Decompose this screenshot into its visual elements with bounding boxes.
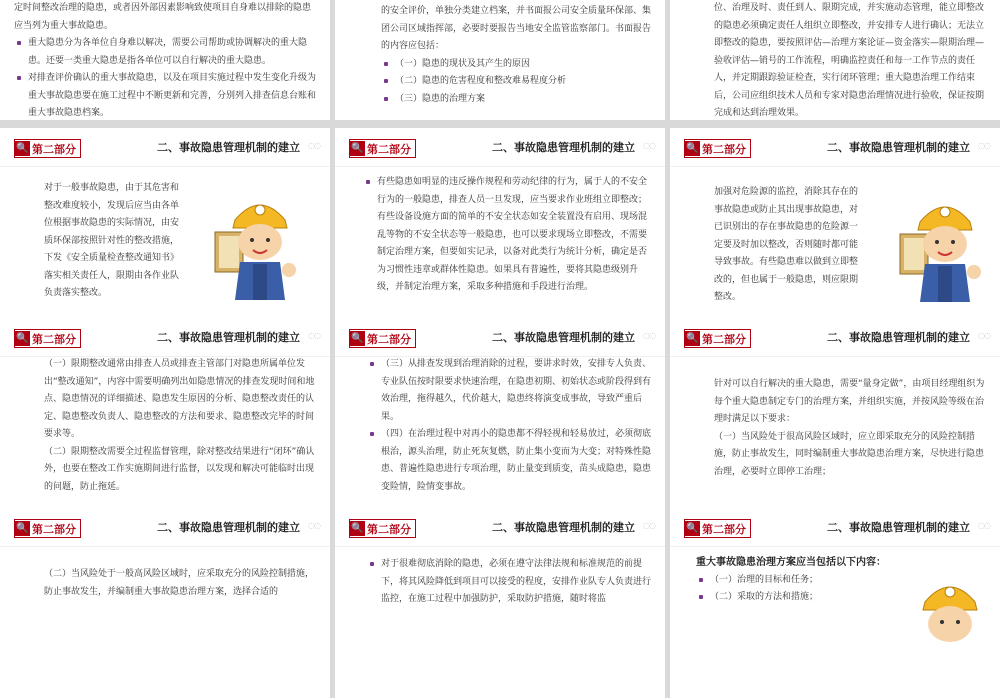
slide-r3c1[interactable] <box>0 318 330 508</box>
bullet-item: （四）在治理过程中对再小的隐患都不得轻视和轻易放过，必须彻底根治，源头治理，防止死灰复燃，防止集小变而为大变；对特殊性隐患、普遍性隐患进行专项治理，防止量变到质变，苗头成隐患，隐患变险情，险情变事故。 <box>367 426 653 496</box>
section-badge: 🔍 第二部分 <box>684 519 751 538</box>
search-icon: 🔍 <box>351 523 364 534</box>
search-icon: 🔍 <box>16 333 29 344</box>
bullet-item: 对排查评价确认的重大事故隐患，以及在项目实施过程中发生变化升级为重大事故隐患要在施工过程中不断更新和完善，分别列入排查信息台账和重大事故隐患档案。 <box>14 70 318 120</box>
bullet-item: 重大隐患分为各单位自身难以解决，需要公司帮助或协调解决的重大隐患。还要一类重大隐患是指各单位可以自行解决的重大隐患。 <box>14 35 318 70</box>
slide-header <box>335 128 665 167</box>
section-badge: 🔍 第二部分 <box>684 329 751 348</box>
slide-r2c2[interactable] <box>335 128 665 318</box>
slide-title: 二、事故隐患管理机制的建立 <box>157 521 300 534</box>
slide-title: 二、事故隐患管理机制的建立 <box>492 331 635 344</box>
slide-header <box>0 508 330 547</box>
slide-r4c1[interactable] <box>0 508 330 698</box>
slide-title: 二、事故隐患管理机制的建立 <box>492 141 635 154</box>
slide-header <box>670 128 1000 167</box>
decor-dots: ◌◌ <box>978 521 990 530</box>
slide-r1c1[interactable] <box>0 0 330 120</box>
section-badge: 🔍 第二部分 <box>349 519 416 538</box>
bullet-item: 有些隐患如明显的违反操作规程和劳动纪律的行为，属于人的不安全行为的一般隐患，排查人员一旦发现，应当要求作业班组立即整改；有些设备设施方面的简单的不安全状态如安全装置没有启用、现场混乱等物的不安全状态等一般隐患，也可以要求现场立即整改，不需要制定治理方案，但要如实记录，以备对此类行为统计分析，确定是否为习惯性违章或群体性隐患。如果具有普遍性，要将其隐患级别升级，并制定治理方案，采取多种措施和手段进行治理。 <box>363 174 653 297</box>
bullet-item: （三）从排查发现到治理消除的过程，要讲求时效，安排专人负责、专业队伍按时限要求快速治理，在隐患初期、初始状态或阶段得到有效治理，拖得越久，代价越大，隐患终将演变成事故，导致严重后果。 <box>367 356 653 426</box>
search-icon: 🔍 <box>351 333 364 344</box>
decor-dots: ◌◌ <box>308 141 320 150</box>
slide-r4c3[interactable] <box>670 508 1000 698</box>
decor-dots: ◌◌ <box>643 331 655 340</box>
text: （二）当风险处于一般高风险区域时，应采取充分的风险控制措施，防止事故发生，并编制重大事故隐患治理方案，选择合适的 <box>44 569 315 597</box>
slide-title: 二、事故隐患管理机制的建立 <box>827 521 970 534</box>
decor-dots: ◌◌ <box>308 521 320 530</box>
section-badge: 🔍 第二部分 <box>349 139 416 158</box>
section-badge: 🔍 第二部分 <box>14 139 81 158</box>
text: （一）当风险处于很高风险区域时，应立即采取充分的风险控制措施，防止事故发生，同时编制重大事故隐患治理方案，尽快进行隐患治理，必要时立即停工治理； <box>714 431 985 477</box>
slide-title: 二、事故隐患管理机制的建立 <box>157 331 300 344</box>
bullet-item: 对于很难彻底消除的隐患，必须在遵守法律法规和标准规范的前提下，将其风险降低到项目可以接受的程度，安排作业队专人负责进行监控，在施工过程中加强防护，采取防护措施，随时将监 <box>367 556 653 609</box>
text: 的安全评价，单独分类建立档案，并书面报公司安全质量环保部、集团公司区域指挥部，必要时要报告当地安全监管监察部门。书面报告的内容应包括： <box>381 6 652 51</box>
section-badge: 🔍 第二部分 <box>684 139 751 158</box>
bullet-item: （一）隐患的现状及其产生的原因 <box>381 56 653 74</box>
section-badge: 🔍 第二部分 <box>349 329 416 348</box>
decor-dots: ◌◌ <box>978 331 990 340</box>
slide-r4c2[interactable] <box>335 508 665 698</box>
text: 对于一般事故隐患，由于其危害和整改难度较小，发现后应当由各单位根据事故隐患的实际情况，由安质环保部按照针对性的整改措施，下发《安全质量检查整改通知书》落实相关责任人，限期由各作业队负责落实整改。 <box>44 183 180 298</box>
text: 定时间整改治理的隐患，或者因外部因素影响致使项目自身难以排除的隐患应当列为重大事故隐患。 <box>14 3 312 31</box>
safety-worker-mascot-icon <box>205 170 305 310</box>
slide-r2c1[interactable] <box>0 128 330 318</box>
section-badge: 🔍 第二部分 <box>14 329 81 348</box>
slide-r3c3[interactable] <box>670 318 1000 508</box>
search-icon: 🔍 <box>16 523 29 534</box>
text: 位、治理及时、责任到人、限期完成，并实施动态管理，能立即整改的隐患必须确定责任人组织立即整改，并安排专人进行确认；无法立即整改的隐患，要按照评估—治理方案论证—资金落实—限期治理—验收评估—销号的工作流程，明确监控责任和每一工作节点的责任人，并定期跟踪验证检查，实行闭环管理；重大隐患治理工作结束后，公司应组织技术人员和专家对隐患治理情况进行验收，保证按期完成和达到治理效果。 <box>714 3 985 118</box>
text: 加强对危险源的监控，消除其存在的事故隐患或防止其出现事故隐患，对已识别出的存在事故隐患的危险源一定要及时加以整改，否则随时都可能导致事故。有些隐患难以做到立即整改的，但也属于一般隐患，则应限期整改。 <box>714 187 859 302</box>
slide-title: 二、事故隐患管理机制的建立 <box>827 331 970 344</box>
slide-title: 二、事故隐患管理机制的建立 <box>157 141 300 154</box>
decor-dots: ◌◌ <box>643 521 655 530</box>
text: （二）限期整改需要全过程监督管理，除对整改结果进行“闭环”确认外，也要在整改工作实施期间进行监督，以发现和解决可能临时出现的问题，防止拖延。 <box>44 446 315 492</box>
slide-r3c2[interactable] <box>335 318 665 508</box>
slide-header <box>0 128 330 167</box>
list-title: 重大事故隐患治理方案应当包括以下内容： <box>696 557 886 568</box>
decor-dots: ◌◌ <box>978 141 990 150</box>
safety-worker-mascot-icon <box>895 552 995 692</box>
slide-r1c2[interactable] <box>335 0 665 120</box>
decor-dots: ◌◌ <box>643 141 655 150</box>
search-icon: 🔍 <box>16 143 29 154</box>
decor-dots: ◌◌ <box>308 331 320 340</box>
bullet-item: （二）隐患的危害程度和整改难易程度分析 <box>381 73 653 91</box>
text: （一）限期整改通常由排查人员或排查主管部门对隐患所属单位发出“整改通知”，内容中需要明确列出如隐患情况的排查发现时间和地点、隐患情况的详细描述、隐患发生原因的分析、隐患整改责任的认定、隐患整改负责人、隐患整改的方法和要求、隐患整改完毕的时间要求等。 <box>44 359 315 439</box>
search-icon: 🔍 <box>351 143 364 154</box>
slide-header <box>0 318 330 357</box>
search-icon: 🔍 <box>686 333 699 344</box>
safety-worker-mascot-icon <box>890 172 990 312</box>
text: 针对可以自行解决的重大隐患，需要“量身定做”，由项目经理组织为每个重大隐患制定专门的治理方案，并组织实施，并按风险等级在治理时满足以下要求： <box>714 379 985 424</box>
slide-header <box>670 318 1000 357</box>
search-icon: 🔍 <box>686 523 699 534</box>
slide-r2c3[interactable] <box>670 128 1000 318</box>
bullet-item: （二）采取的方法和措施； <box>696 589 890 607</box>
slide-title: 二、事故隐患管理机制的建立 <box>492 521 635 534</box>
slide-header <box>670 508 1000 547</box>
slide-r1c3[interactable] <box>670 0 1000 120</box>
slide-header <box>335 508 665 547</box>
search-icon: 🔍 <box>686 143 699 154</box>
bullet-item: （一）治理的目标和任务； <box>696 572 890 590</box>
bullet-item: （三）隐患的治理方案 <box>381 91 653 109</box>
slide-header <box>335 318 665 357</box>
section-badge: 🔍 第二部分 <box>14 519 81 538</box>
slide-title: 二、事故隐患管理机制的建立 <box>827 141 970 154</box>
